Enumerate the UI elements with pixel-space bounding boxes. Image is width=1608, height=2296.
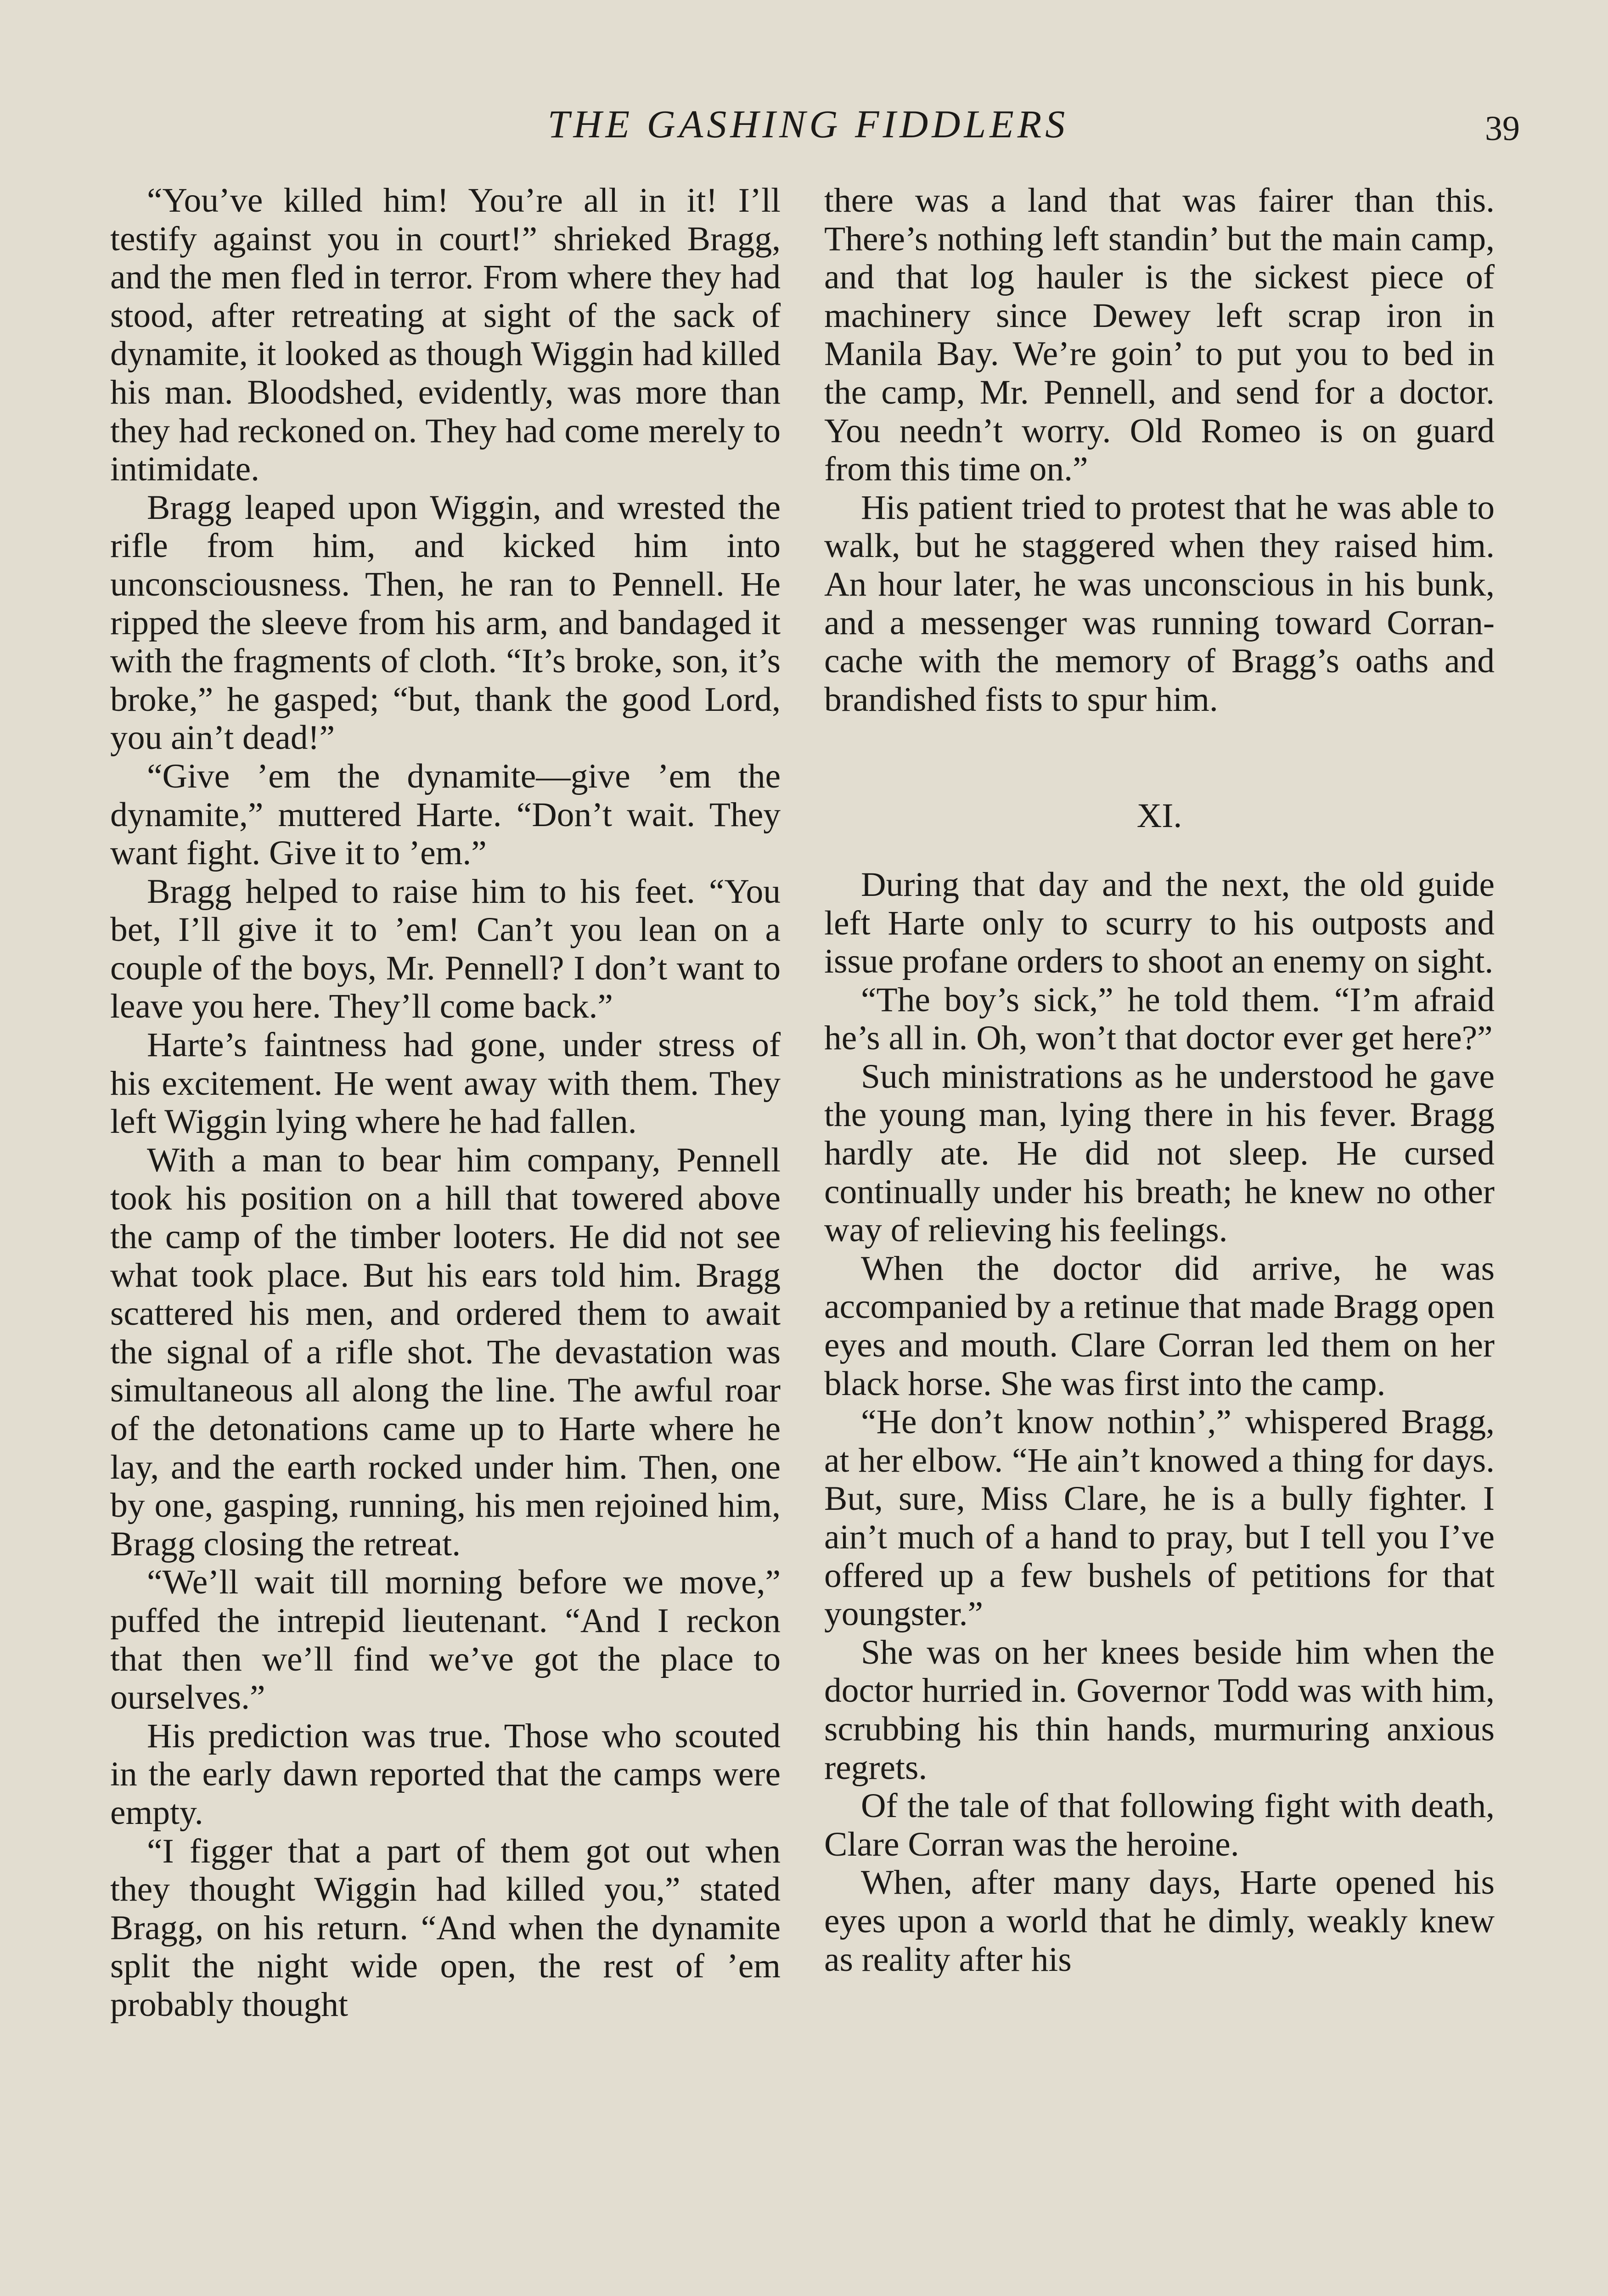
continued-paragraph: there was a land that was fairer than this. There’s nothing left standin’ but the main camp, and that log hauler is the sickest piece of machinery since Dewey left scrap iron in Manila Bay. We’re goin’ to put you to bed in the camp, Mr. Pennell, and send for a doctor. You needn’t worry. Old Romeo is on guard from this time on.” xyxy=(824,181,1495,489)
paragraph: “We’ll wait till morning before we move,” puffed the intrepid lieutenant. “And I reckon that then we’ll find we’ve got the place to ourselves.” xyxy=(110,1563,781,1717)
page-header xyxy=(110,94,1520,154)
paragraph: Harte’s faintness had gone, under stress of his excitement. He went away with them. They left Wiggin lying where he had fallen. xyxy=(110,1026,781,1141)
paragraph: When the doctor did arrive, he was accompanied by a retinue that made Bragg open eyes and mouth. Clare Corran led them on her black horse. She was first into the camp. xyxy=(824,1249,1495,1403)
paragraph: Bragg leaped upon Wiggin, and wrested the rifle from him, and kicked him into unconsciousness. Then, he ran to Pennell. He ripped the sleeve from his arm, and bandaged it with the fragments of cloth. “It’s broke, son, it’s broke,” he gasped; “but, thank the good Lord, you ain’t dead!” xyxy=(110,488,781,757)
paragraph: “Give ’em the dynamite—give ’em the dynamite,” muttered Harte. “Don’t wait. They want fight. Give it to ’em.” xyxy=(110,757,781,872)
page-number: 39 xyxy=(1485,109,1520,148)
paragraph: During that day and the next, the old guide left Harte only to scurry to his outposts and issue profane orders to shoot an enemy on sight. xyxy=(824,865,1495,981)
paragraph: “You’ve killed him! You’re all in it! I’ll testify against you in court!” shrieked Bragg, and the men fled in terror. From where they had stood, after retreating at sight of the sack of dynamite, it looked as though Wiggin had killed his man. Bloodshed, evidently, was more than they had reckoned on. They had come merely to intimidate. xyxy=(110,181,781,489)
right-column xyxy=(824,181,1495,1979)
paragraph: “The boy’s sick,” he told them. “I’m afraid he’s all in. Oh, won’t that doctor ever get here?” xyxy=(824,980,1495,1058)
paragraph: “I figger that a part of them got out when they thought Wiggin had killed you,” stated Bragg, on his return. “And when the dynamite split the night wide open, the rest of ’em probably thought xyxy=(110,1832,781,2024)
paragraph: Bragg helped to raise him to his feet. “You bet, I’ll give it to ’em! Can’t you lean on a couple of the boys, Mr. Pennell? I don’t want to leave you here. They’ll come back.” xyxy=(110,872,781,1026)
chapter-heading: XI. xyxy=(1136,797,1182,835)
paragraph: His prediction was true. Those who scouted in the early dawn reported that the camps were empty. xyxy=(110,1716,781,1832)
paragraph: She was on her knees beside him when the doctor hurried in. Governor Todd was with him, scrubbing his thin hands, murmuring anxious regrets. xyxy=(824,1633,1495,1787)
left-column xyxy=(110,181,781,2024)
paragraph: Such ministrations as he understood he gave the young man, lying there in his fever. Bragg hardly ate. He did not sleep. He cursed continually under his breath; he knew no other way of relieving his feelings. xyxy=(824,1057,1495,1249)
paragraph: “He don’t know nothin’,” whispered Bragg, at her elbow. “He ain’t knowed a thing for days. But, sure, Miss Clare, he is a bully fighter. I ain’t much of a hand to pray, but I tell you I’ve offered up a few bushels of petitions for that youngster.” xyxy=(824,1403,1495,1633)
paragraph: His patient tried to protest that he was able to walk, but he staggered when they raised him. An hour later, he was unconscious in his bunk, and a messenger was running toward Corran-cache with the memory of Bragg’s oaths and brandished fists to spur him. xyxy=(824,488,1495,719)
paragraph: With a man to bear him company, Pennell took his position on a hill that towered above the camp of the timber looters. He did not see what took place. But his ears told him. Bragg scattered his men, and ordered them to await the signal of a rifle shot. The devastation was simultaneous all along the line. The awful roar of the detonations came up to Harte where he lay, and the earth rocked under him. Then, one by one, gasping, running, his men rejoined him, Bragg closing the retreat. xyxy=(110,1141,781,1563)
running-title: THE GASHING FIDDLERS xyxy=(547,102,1069,146)
paragraph: When, after many days, Harte opened his eyes upon a world that he dimly, weakly knew as reality after his xyxy=(824,1863,1495,1979)
paragraph: Of the tale of that following fight with death, Clare Corran was the heroine. xyxy=(824,1787,1495,1863)
